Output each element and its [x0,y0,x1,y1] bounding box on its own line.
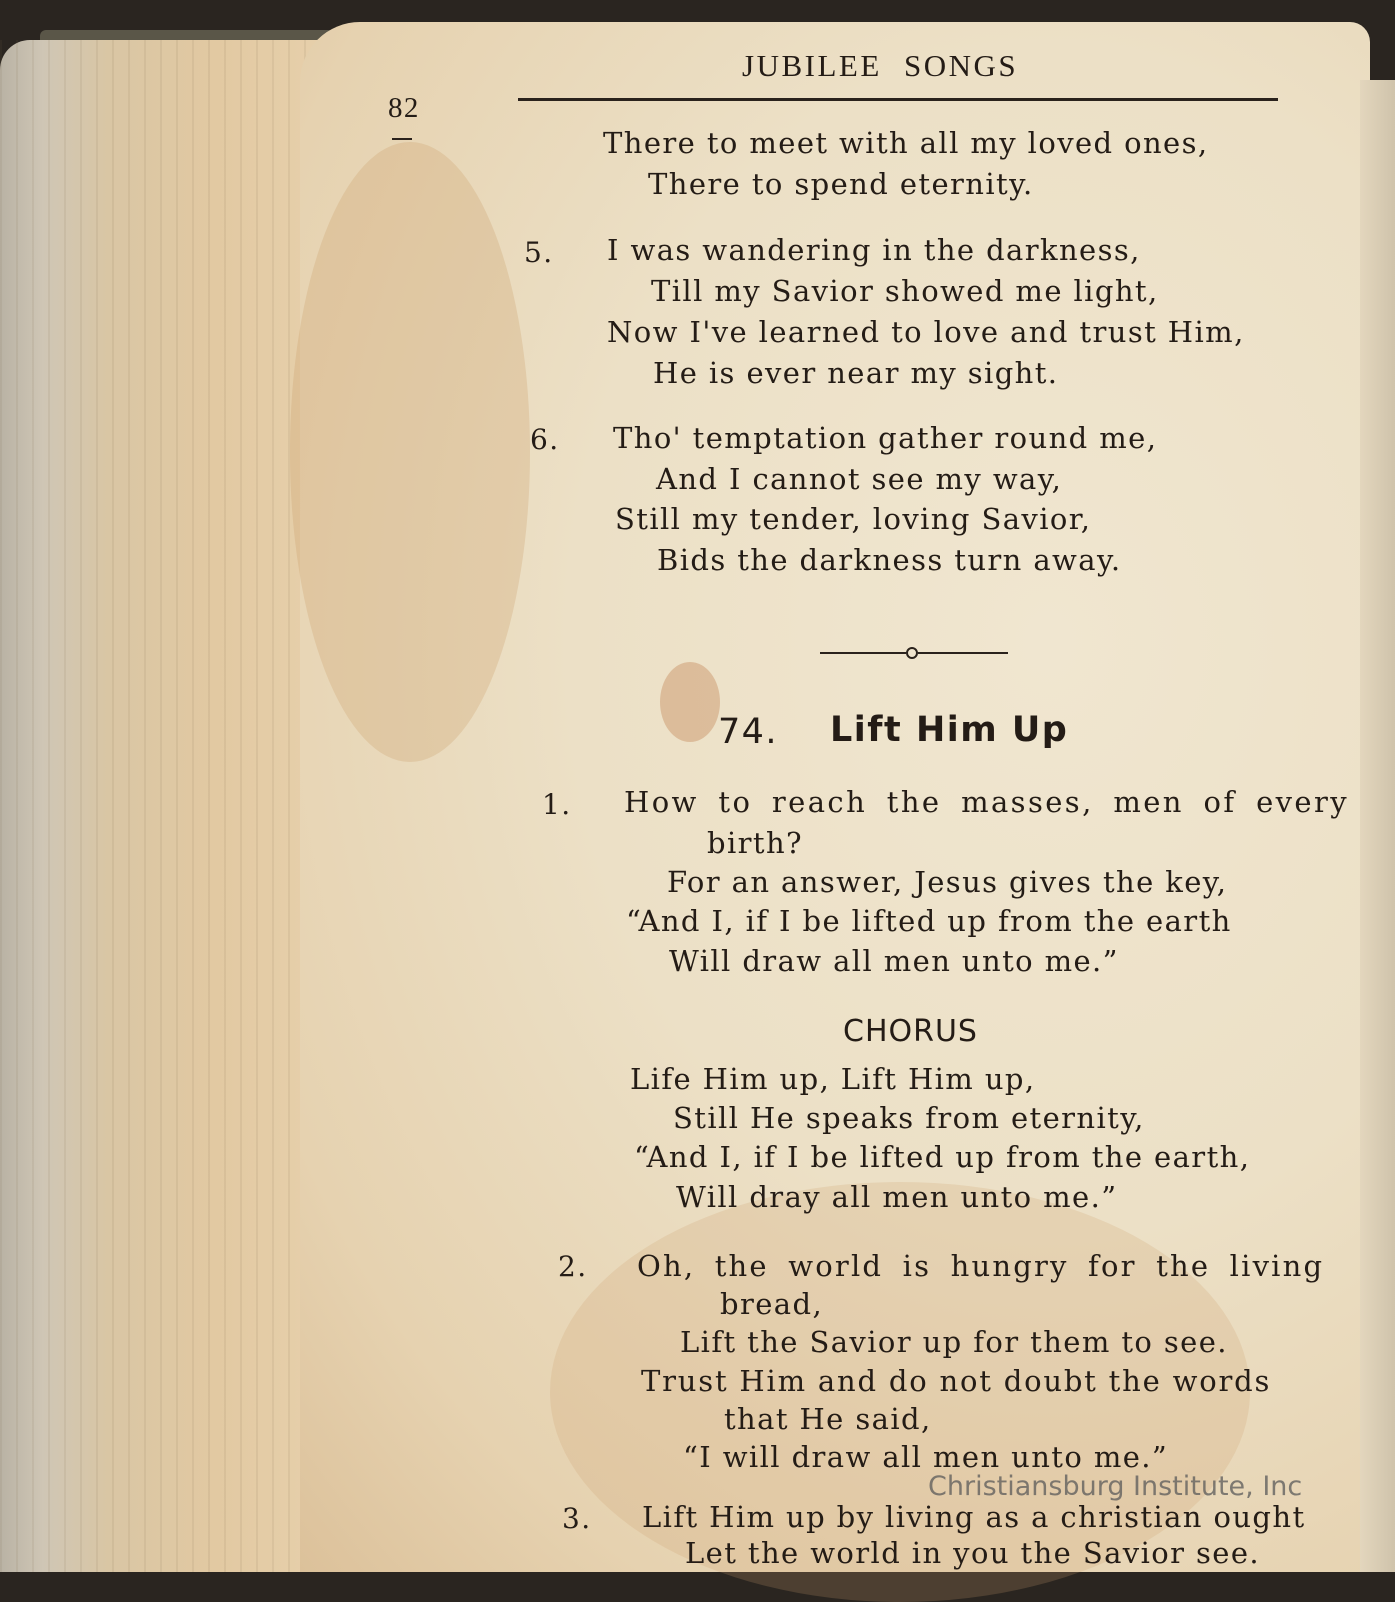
running-header: JUBILEE SONGS [742,48,1019,83]
verse-line: Still my tender, loving Savior, [615,502,1092,536]
verse-line: There to meet with all my loved ones, [603,126,1209,160]
verse-line: that He said, [724,1402,932,1436]
header-rule [518,98,1278,101]
verse-line: Oh, the world is hungry for the living [637,1249,1325,1283]
verse-number: 6. [530,423,560,456]
verse-line: Trust Him and do not doubt the words [641,1364,1272,1398]
song-number: 74. [718,712,778,752]
verse-line: How to reach the masses, men of every [624,785,1350,819]
verse-line: birth? [707,826,803,860]
chorus-label: CHORUS [843,1014,978,1049]
verse-line: He is ever near my sight. [653,356,1059,390]
verse-line: Till my Savior showed me light, [651,274,1159,308]
chorus-line: Still He speaks from eternity, [673,1101,1145,1135]
verse-line: Lift Him up by living as a christian ought [642,1500,1306,1534]
verse-number: 3. [562,1502,592,1535]
watermark: Christiansburg Institute, Inc [928,1471,1303,1502]
chorus-line: Will dray all men unto me.” [676,1180,1118,1214]
water-stain [290,142,530,762]
verse-line: For an answer, Jesus gives the key, [667,865,1228,899]
verse-number: 1. [542,788,572,821]
verse-line: I was wandering in the darkness, [607,233,1141,267]
water-stain [660,662,720,742]
verse-line: And I cannot see my way, [656,462,1063,496]
verse-line: “I will draw all men unto me.” [683,1440,1169,1474]
verse-line: Will draw all men unto me.” [669,944,1119,978]
page-number-dash [392,138,412,140]
section-divider-ornament [820,643,1008,663]
page-number: 82 [388,92,420,124]
verse-number: 5. [524,236,554,269]
verse-line: Tho' temptation gather round me, [613,421,1158,455]
verse-line: “And I, if I be lifted up from the earth [626,904,1232,938]
verse-line: Bids the darkness turn away. [657,543,1122,577]
verse-number: 2. [558,1250,588,1283]
chorus-line: “And I, if I be lifted up from the earth, [634,1140,1251,1174]
chorus-line: Life Him up, Lift Him up, [630,1062,1036,1096]
next-page-edge [1360,80,1395,1572]
verse-line: There to spend eternity. [648,167,1034,201]
verse-line: bread, [720,1287,824,1321]
verse-line: Let the world in you the Savior see. [685,1536,1261,1570]
verse-line: Lift the Savior up for them to see. [680,1325,1228,1359]
verse-line: Now I've learned to love and trust Him, [607,315,1245,349]
song-title: Lift Him Up [830,710,1069,750]
